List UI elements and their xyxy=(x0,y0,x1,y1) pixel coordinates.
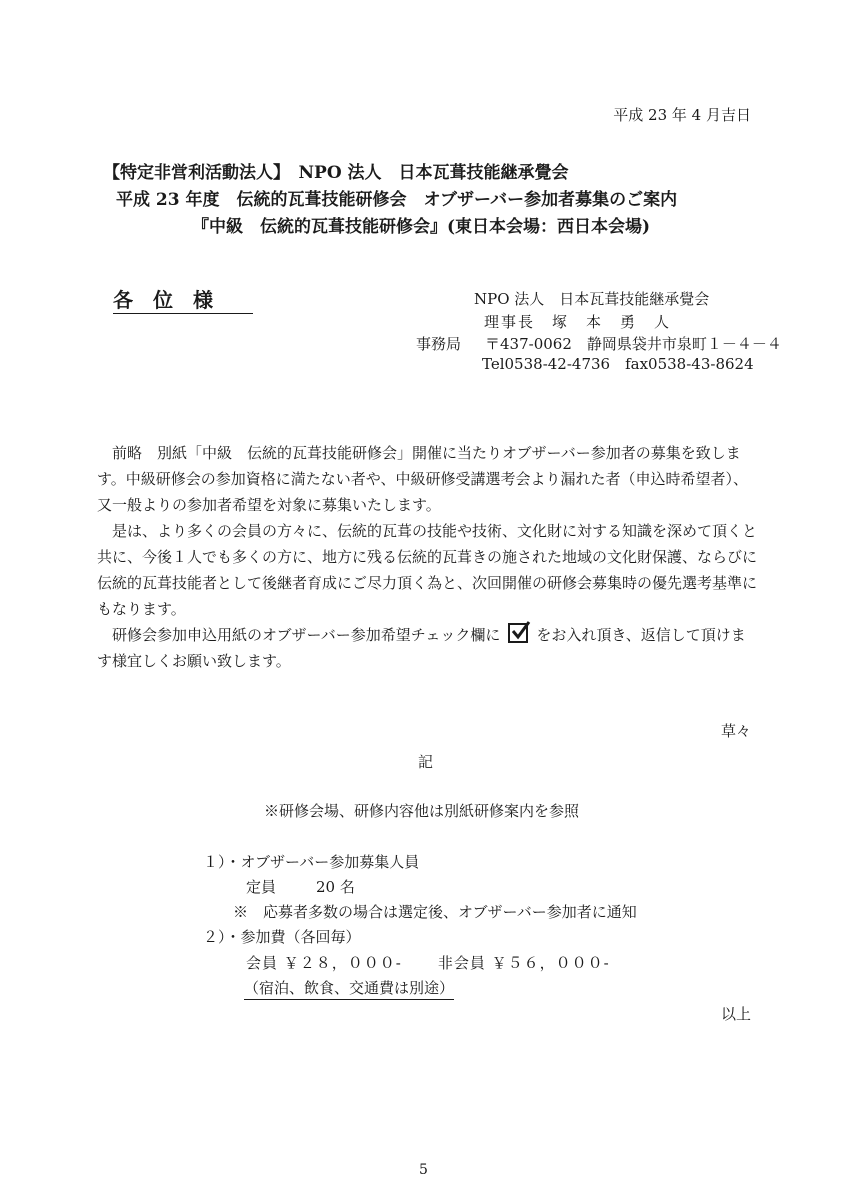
addressee: 各位様 xyxy=(113,284,253,314)
sender-organization: NPO 法人 日本瓦葺技能継承覺会 xyxy=(474,290,710,308)
sender-office xyxy=(416,333,782,354)
checkmark-box-icon xyxy=(508,623,528,643)
nonmember-fee: ￥５６，０００- xyxy=(491,954,610,972)
capacity-line xyxy=(246,876,355,897)
capacity-value: 20 名 xyxy=(316,878,355,896)
member-label: 会員 xyxy=(246,954,279,972)
body-paragraph-1: 前略 別紙「中級 伝統的瓦葺技能研修会」開催に当たりオブザーバー参加者の募集を致します。中級研修会の参加資格に満たない者や、中級研修受講選考会より漏れた者（申込時希望者）、又一般よりの参加者希望を対象に募集いたします。 xyxy=(97,444,749,514)
capacity-label: 定員 xyxy=(246,878,277,896)
office-address: 〒437-0062 静岡県袋井市泉町１－４－４ xyxy=(485,335,782,353)
body-paragraph-3-end: をお入れ頂き、返信して頂けます様宜しくお願い致します。 xyxy=(97,626,746,670)
capacity-note: ※ 応募者多数の場合は選定後、オブザーバー参加者に通知 xyxy=(233,903,637,921)
body-text xyxy=(97,440,757,674)
fee-line xyxy=(246,952,610,973)
office-label: 事務局 xyxy=(416,335,462,353)
title-line-course: 『中級 伝統的瓦葺技能研修会』(東日本会場：西日本会場) xyxy=(192,217,651,237)
reference-note: ※研修会場、研修内容他は別紙研修案内を参照 xyxy=(264,802,580,820)
member-fee: ￥２８，０００- xyxy=(283,954,402,972)
document-date: 平成 23 年 4 月吉日 xyxy=(613,106,751,124)
body-paragraph-2: 是は、より多くの会員の方々に、伝統的瓦葺の技能や技術、文化財に対する知識を深めて頂くと共に、今後１人でも多くの方に、地方に残る伝統的瓦葺きの施された地域の文化財保護、ならびに伝統的瓦葺技能者として後継者育成にご尽力頂く為と、次回開催の研修会募集時の優先選考基準にもなります。 xyxy=(97,522,758,618)
fee-note: （宿泊、飲食、交通費は別途） xyxy=(244,977,454,1000)
title-line-organization: 【特定非営利活動法人】 NPO 法人 日本瓦葺技能継承覺会 xyxy=(103,163,569,183)
end-mark: 以上 xyxy=(720,1005,751,1023)
closing-word: 草々 xyxy=(720,722,751,740)
title-line-announcement: 平成 23 年度 伝統的瓦葺技能研修会 オブザーバー参加者募集のご案内 xyxy=(116,190,678,210)
body-paragraph-3-start: 研修会参加申込用紙のオブザーバー参加希望チェック欄に xyxy=(112,626,501,644)
ki-heading: 記 xyxy=(418,753,434,771)
body-paragraph-3 xyxy=(97,622,757,674)
nonmember-label: 非会員 xyxy=(437,954,486,972)
observer-recruitment-heading: １）・オブザーバー参加募集人員 xyxy=(203,853,420,871)
sender-contact: Tel0538-42-4736 fax0538-43-8624 xyxy=(482,355,754,373)
sender-chair: 理事長 塚 本 勇 人 xyxy=(484,313,672,331)
fee-heading: ２）・参加費（各回毎） xyxy=(203,928,361,946)
page-number: 5 xyxy=(419,1162,428,1178)
